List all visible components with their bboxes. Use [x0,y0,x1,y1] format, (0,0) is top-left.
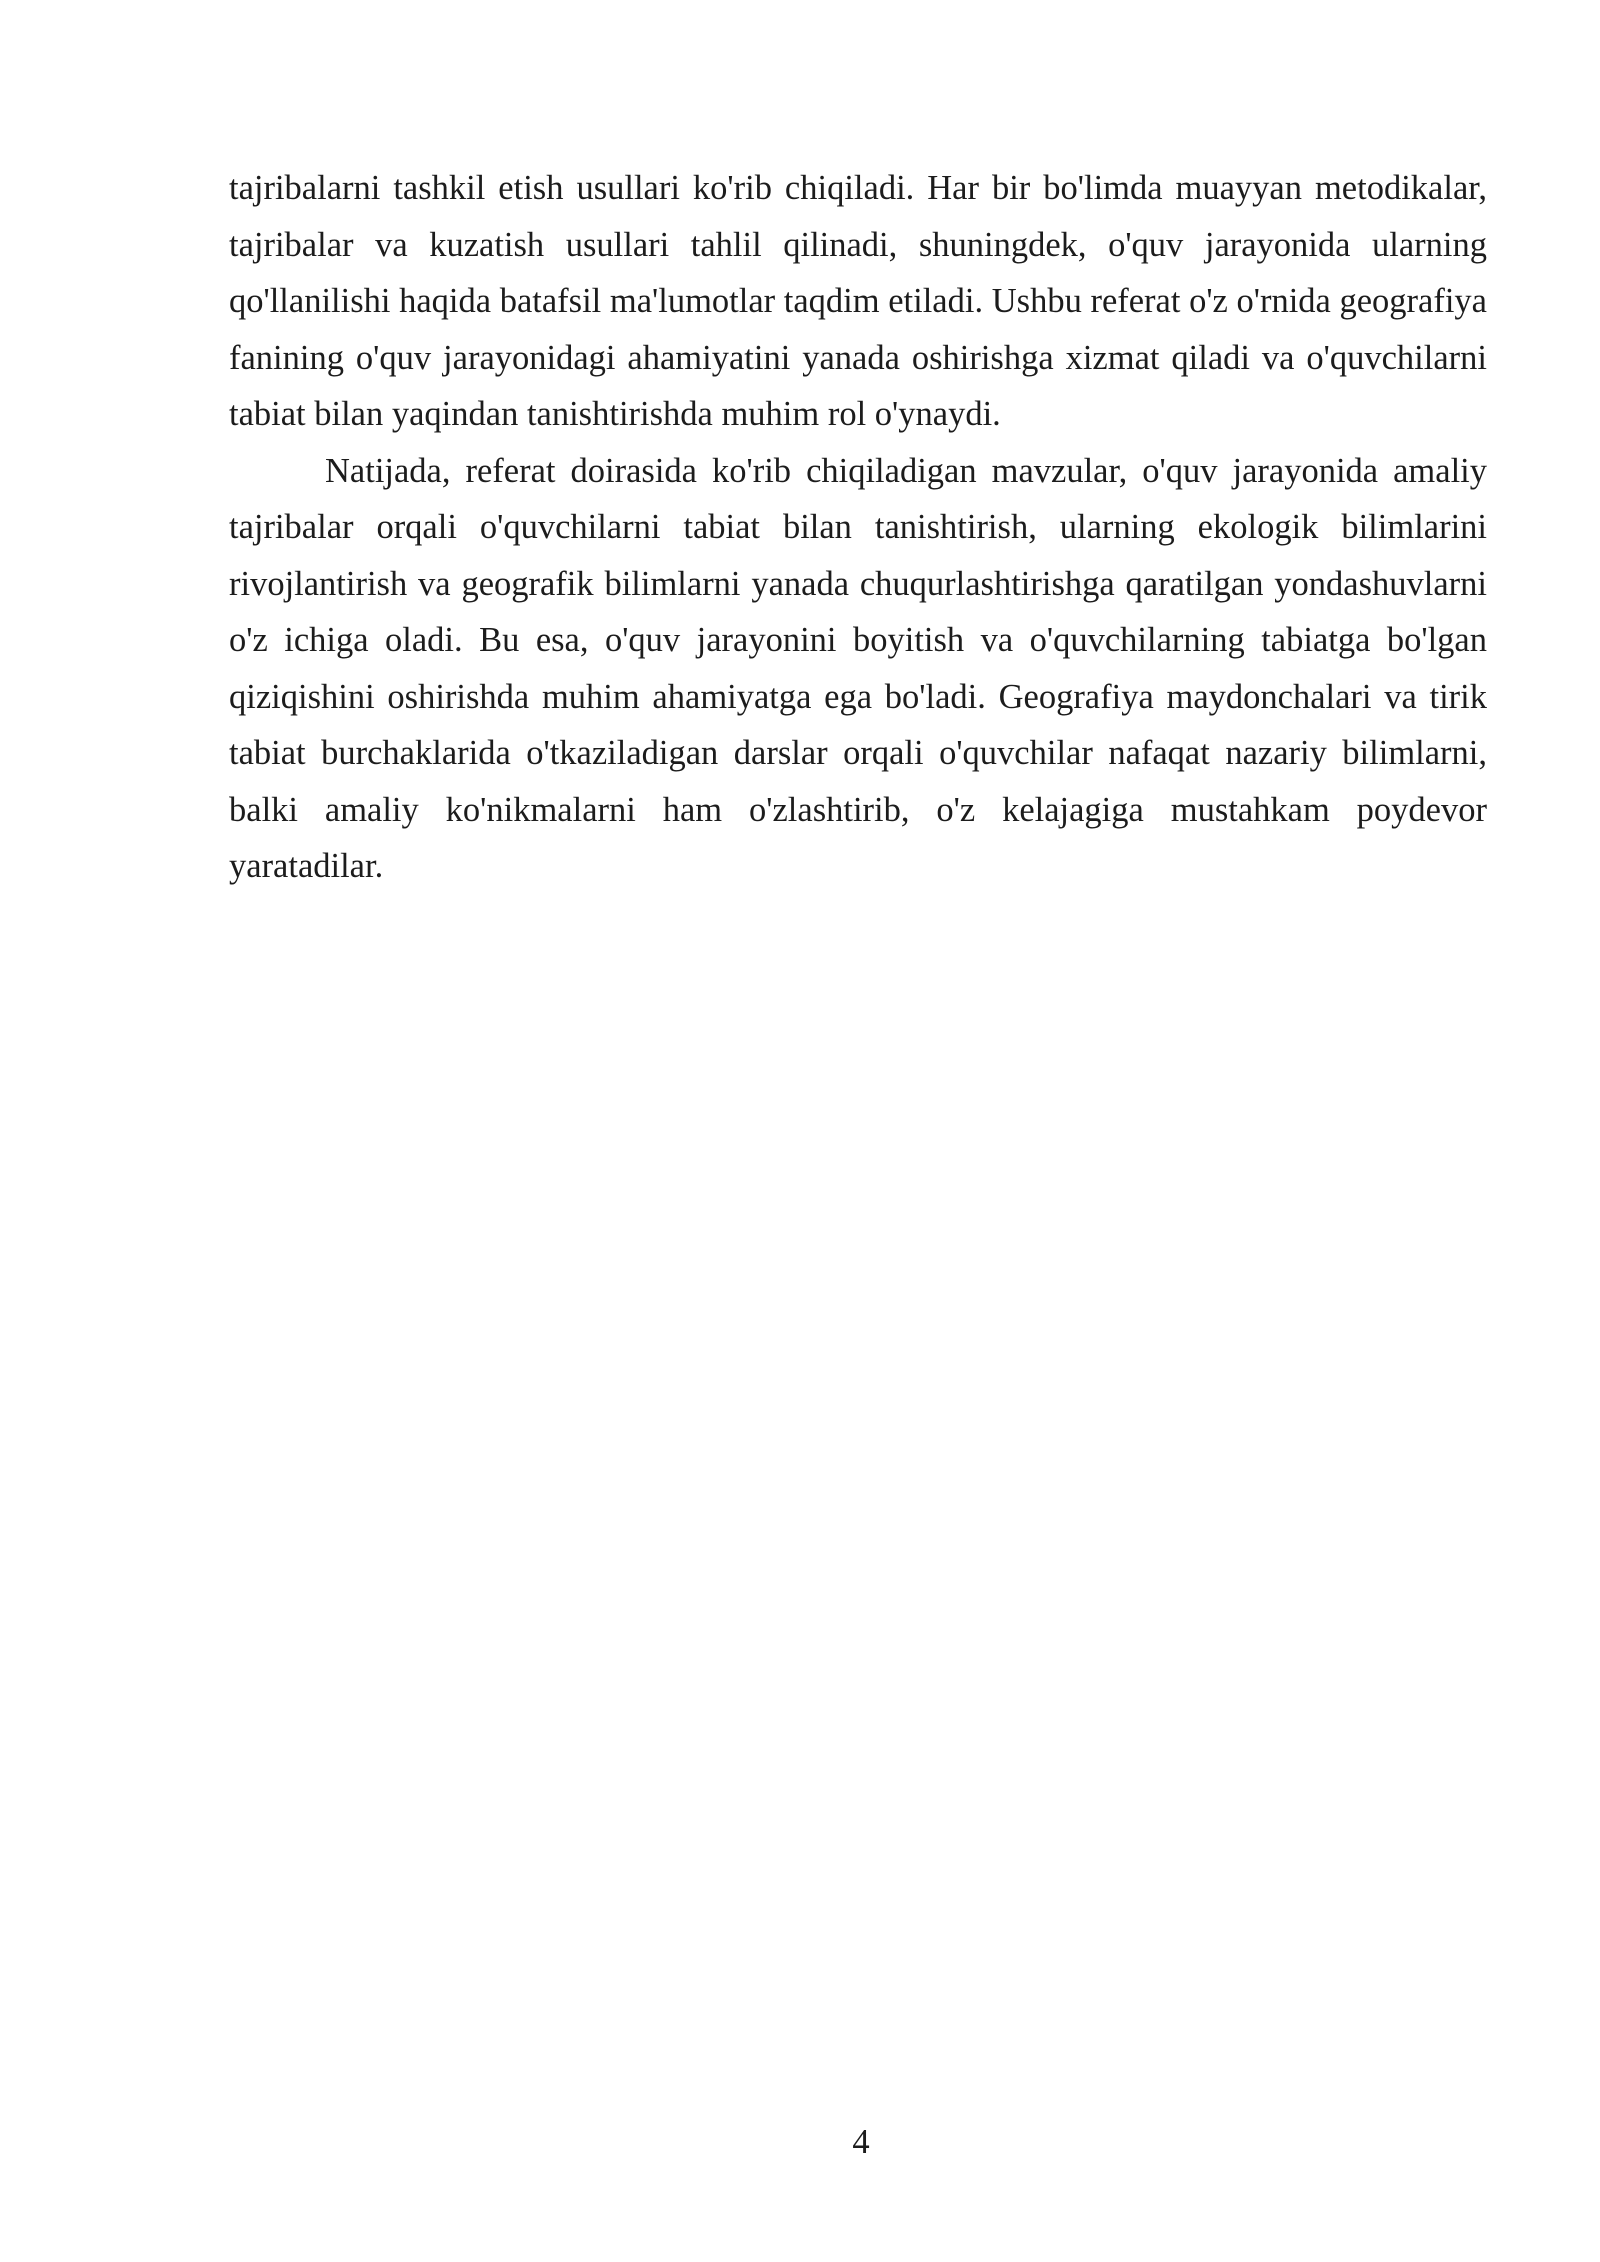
page-number: 4 [852,2123,870,2161]
paragraph-conclusion: Natijada, referat doirasida ko'rib chiqiladigan mavzular, o'quv jarayonida amaliy tajribalar orqali o'quvchilarni tabiat bilan tanishtirish, ularning ekologik bilimlarini rivojlantirish va geografik bilimlarni yanada chuqurlashtirishga qaratilgan yondashuvlarni o'z ichiga oladi. Bu esa, o'quv jarayonini boyitish va o'quvchilarning tabiatga bo'lgan qiziqishini oshirishda muhim ahamiyatga ega bo'ladi. Geografiya maydonchalari va tirik tabiat burchaklarida o'tkaziladigan darslar orqali o'quvchilar nafaqat nazariy bilimlarni, balki amaliy ko'nikmalarni ham o'zlashtirib, o'z kelajagiga mustahkam poydevor yaratadilar. [229,451,1487,885]
paragraph-continuation: tajribalarni tashkil etish usullari ko'rib chiqiladi. Har bir bo'limda muayyan metodikalar, tajribalar va kuzatish usullari tahlil qilinadi, shuningdek, o'quv jarayonida ularning qo'llanilishi haqida batafsil ma'lumotlar taqdim etiladi. Ushbu referat o'z o'rnida geografiya fanining o'quv jarayonidagi ahamiyatini yanada oshirishga xizmat qiladi va o'quvchilarni tabiat bilan yaqindan tanishtirishda muhim rol o'ynaydi. [229,169,1487,433]
body-text [229,160,1487,895]
